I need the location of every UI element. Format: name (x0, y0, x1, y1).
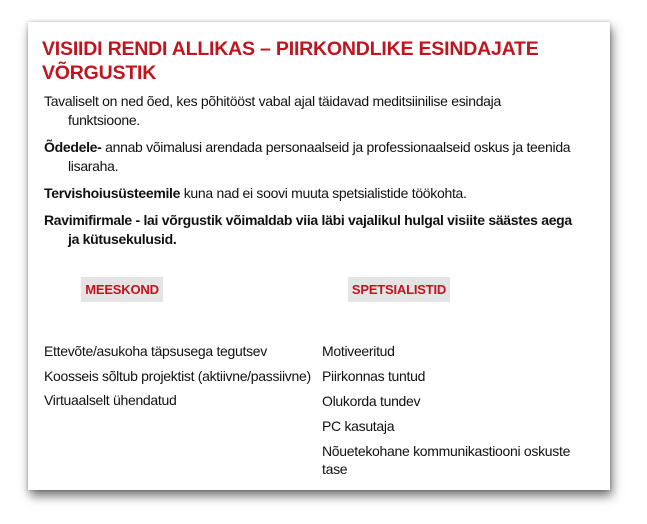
column-header-specialists: SPETSIALISTID (348, 277, 450, 302)
list-item: Ettevõte/asukoha täpsusega tegutsev (44, 343, 267, 359)
paragraph-pharma (44, 211, 592, 249)
paragraph-intro-line2: funktsioone. (68, 112, 140, 128)
list-item: Nõuetekohane kommunikastiooni oskuste tase (322, 443, 571, 477)
paragraph-nurses-line1: annab võimalusi arendada personaalseid ja professionaalseid oskus ja teenida (101, 139, 571, 155)
list-item: Piirkonnas tuntud (322, 368, 426, 384)
paragraph-intro-line1: Tavaliselt on ned õed, kes põhitööst vabal ajal täidavad meditsiinilise esindaja (44, 93, 501, 109)
list-item: Olukorda tundev (322, 393, 421, 409)
slide-title: VISIIDI RENDI ALLIKAS – PIIRKONDLIKE ESINDAJATE VÕRGUSTIK (42, 38, 539, 84)
paragraph-pharma-line2: ja kütusekulusid. (68, 231, 177, 247)
list-item: PC kasutaja (322, 418, 395, 434)
paragraph-healthcare-text: kuna nad ei soovi muuta spetsialistide töökohta. (180, 185, 467, 201)
list-item: Virtuaalselt ühendatud (44, 392, 177, 408)
paragraph-pharma-line1: Ravimifirmale - lai võrgustik võimaldab viia läbi vajalikul hulgal visiite säästes aega (44, 212, 572, 228)
paragraph-nurses-line2: lisaraha. (68, 158, 119, 174)
team-list (44, 342, 314, 409)
paragraph-healthcare-lead: Tervishoiusüsteemile (44, 185, 181, 201)
slide (28, 22, 610, 490)
paragraph-nurses-lead: Õdedele- (44, 139, 102, 155)
column-header-team: MEESKOND (81, 277, 163, 302)
paragraph-healthcare (44, 184, 592, 203)
list-item: Koosseis sõltub projektist (aktiivne/passiivne) (44, 368, 311, 384)
specialists-list (322, 342, 597, 478)
paragraph-intro (44, 92, 592, 130)
paragraph-nurses (44, 138, 592, 176)
list-item: Motiveeritud (322, 343, 395, 359)
